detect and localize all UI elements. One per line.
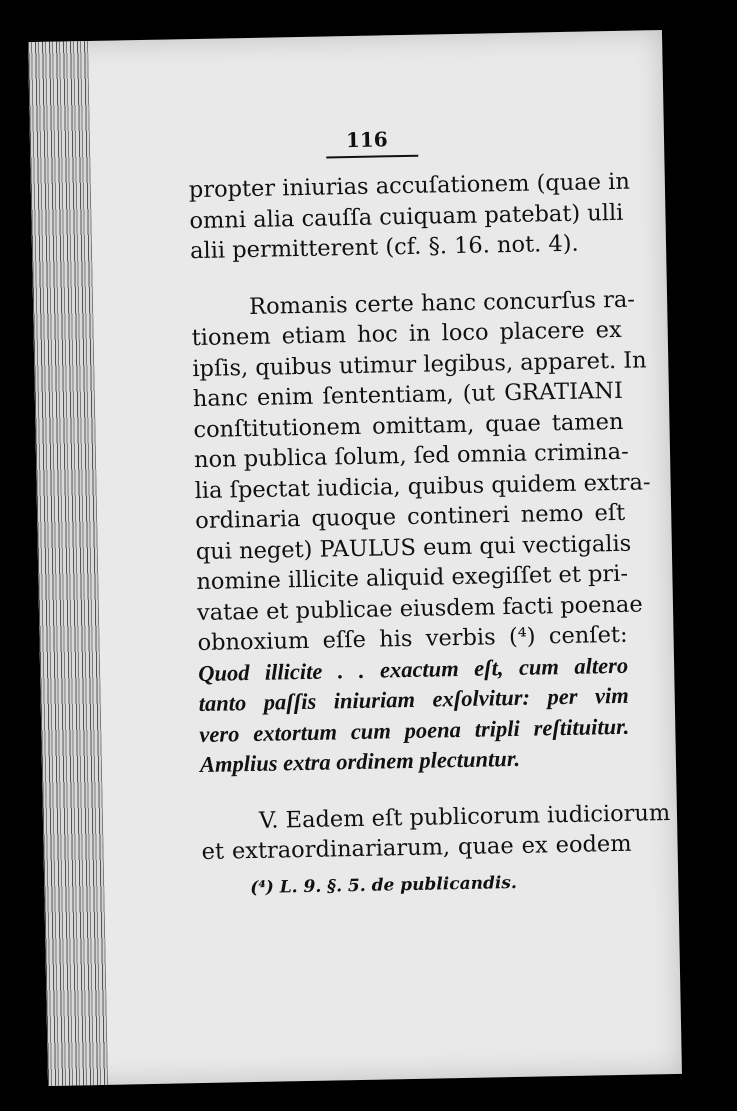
text-line: lia ſpectat iudicia, quibus quidem extra- xyxy=(194,468,651,504)
text-line: qui neget) PAULUS eum qui vectigalis xyxy=(195,530,632,565)
text-line: tanto paſſis iniuriam exſolvitur: per vim xyxy=(198,682,629,717)
footnote: (⁴) L. 9. §. 5. de publicandis. xyxy=(250,872,517,899)
text-line: alii permitterent (cf. §. 16. not. 4). xyxy=(189,230,579,265)
text-line: vatae et publicae eiusdem facti poenae xyxy=(196,590,643,626)
page-number-rule xyxy=(326,155,418,159)
text-line: vero extortum cum poena tripli reſtituitur. xyxy=(199,713,630,747)
text-line: propter iniurias accuſationem (quae in xyxy=(188,168,631,204)
page-edge-stack xyxy=(28,41,108,1086)
text-line: tionem etiam hoc in loco placere ex xyxy=(191,316,622,352)
text-line: Romanis certe hanc concurſus ra- xyxy=(248,286,636,320)
text-line: conſtitutionem omittam, quae tamen xyxy=(193,408,624,443)
text-line: ordinaria quoque contineri nemo eſt xyxy=(195,499,626,535)
text-line: non publica ſolum, ſed omnia crimina- xyxy=(193,438,629,474)
text-line: obnoxium eſſe his verbis (⁴) cenſet: xyxy=(197,621,628,657)
text-line: et extraordinariarum, quae ex eodem xyxy=(201,830,632,865)
page-number: 116 xyxy=(345,127,388,153)
body-text xyxy=(188,167,671,868)
text-line: hanc enim ſententiam, (ut GRATIANI xyxy=(192,377,624,413)
text-line: nomine illicite aliquid exegiſſet et pri- xyxy=(196,560,629,596)
text-line: omni alia cauſſa cuiquam patebat) ulli xyxy=(189,199,624,234)
book-page xyxy=(28,30,682,1086)
text-line: V. Eadem eſt publicorum iudiciorum xyxy=(258,799,671,834)
text-line: ipſis, quibus utimur legibus, apparet. In xyxy=(192,346,647,382)
text-line: Amplius extra ordinem plectuntur. xyxy=(199,745,521,778)
text-line: Quod illicite . . exactum eſt, cum altero xyxy=(197,652,629,686)
